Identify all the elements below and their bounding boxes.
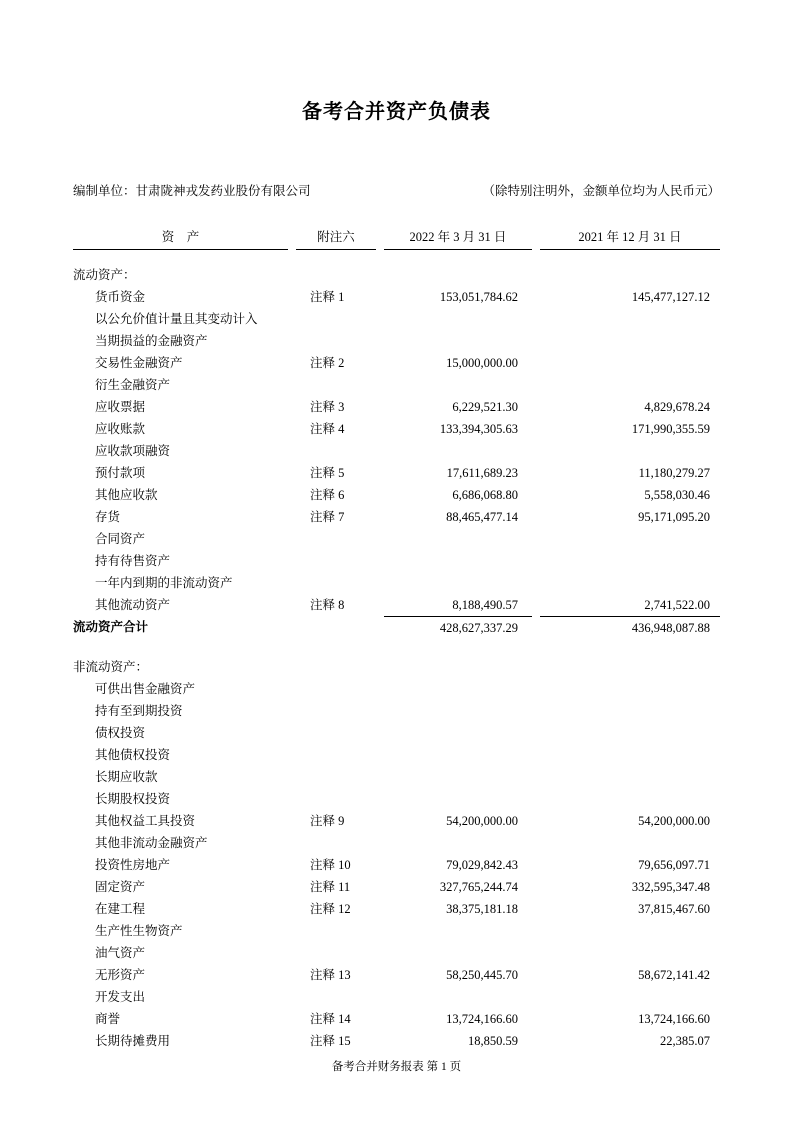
table-row (73, 986, 720, 1008)
header-col-2022: 2022 年 3 月 31 日 (384, 226, 532, 250)
table-row (73, 484, 720, 506)
row-note: 注释 5 (310, 466, 345, 480)
row-value-2021: 332,595,347.48 (631, 880, 710, 894)
row-label: 一年内到期的非流动资产 (95, 576, 233, 590)
balance-sheet-table (73, 226, 720, 1052)
table-row (73, 832, 720, 854)
row-label: 合同资产 (95, 532, 146, 546)
row-label: 投资性房地产 (95, 858, 171, 872)
table-row (73, 396, 720, 418)
row-value-2021 (540, 374, 720, 396)
row-note (296, 766, 376, 788)
row-value-2022 (384, 920, 532, 942)
row-value-2021 (540, 352, 720, 374)
table-row (73, 352, 720, 374)
row-label: 商誉 (95, 1012, 121, 1026)
row-label: 流动资产合计 (73, 620, 149, 634)
row-label: 预付款项 (95, 466, 146, 480)
row-note (296, 308, 376, 330)
row-value-2021 (540, 528, 720, 550)
row-label: 应收款项融资 (95, 444, 171, 458)
row-label: 长期待摊费用 (95, 1034, 171, 1048)
row-value-2021: 95,171,095.20 (638, 510, 710, 524)
table-row (73, 722, 720, 744)
row-value-2022 (384, 528, 532, 550)
header-asset: 资 产 (73, 226, 288, 250)
row-note: 注释 2 (310, 356, 345, 370)
row-value-2021 (540, 656, 720, 678)
table-row (73, 700, 720, 722)
meta-row (73, 182, 720, 200)
row-value-2021 (540, 264, 720, 286)
row-note: 注释 12 (310, 902, 351, 916)
row-value-2022 (384, 308, 532, 330)
row-value-2021 (540, 722, 720, 744)
table-row (73, 964, 720, 986)
row-note (296, 264, 376, 286)
row-label: 在建工程 (95, 902, 146, 916)
row-note (296, 374, 376, 396)
row-note (296, 744, 376, 766)
row-note (296, 722, 376, 744)
header-col-2021: 2021 年 12 月 31 日 (540, 226, 720, 250)
row-value-2022: 38,375,181.18 (446, 902, 518, 916)
row-value-2022: 15,000,000.00 (446, 356, 518, 370)
table-row (73, 374, 720, 396)
row-note: 注释 13 (310, 968, 351, 982)
row-value-2022 (384, 986, 532, 1008)
row-value-2022: 54,200,000.00 (446, 814, 518, 828)
page-title: 备考合并资产负债表 (302, 101, 491, 123)
row-value-2022: 13,724,166.60 (446, 1012, 518, 1026)
row-label: 应收票据 (95, 400, 146, 414)
row-value-2022: 428,627,337.29 (384, 616, 532, 638)
row-label: 非流动资产： (73, 660, 149, 674)
row-label: 流动资产： (73, 268, 136, 282)
row-note (296, 678, 376, 700)
row-value-2022 (384, 374, 532, 396)
row-note (296, 656, 376, 678)
row-value-2021: 54,200,000.00 (638, 814, 710, 828)
table-row (73, 528, 720, 550)
row-note (296, 440, 376, 462)
row-note: 注释 4 (310, 422, 345, 436)
row-value-2022: 6,686,068.80 (452, 488, 518, 502)
row-value-2021 (540, 550, 720, 572)
row-value-2021 (540, 920, 720, 942)
row-value-2021: 5,558,030.46 (644, 488, 710, 502)
row-label: 其他债权投资 (95, 748, 171, 762)
table-row (73, 550, 720, 572)
row-label: 生产性生物资产 (95, 924, 183, 938)
row-label: 交易性金融资产 (95, 356, 183, 370)
page-footer: 备考合并财务报表 第 1 页 (331, 1061, 462, 1073)
table-row (73, 462, 720, 484)
table-row (73, 788, 720, 810)
row-value-2021 (540, 700, 720, 722)
row-note: 注释 9 (310, 814, 345, 828)
row-note: 注释 15 (310, 1034, 351, 1048)
row-note: 注释 6 (310, 488, 345, 502)
row-label: 货币资金 (95, 290, 146, 304)
row-label: 衍生金融资产 (95, 378, 171, 392)
row-note (296, 616, 376, 638)
row-label: 当期损益的金融资产 (95, 334, 208, 348)
row-note: 注释 3 (310, 400, 345, 414)
table-row (73, 854, 720, 876)
row-value-2022 (384, 264, 532, 286)
table-row (73, 616, 720, 638)
row-note: 注释 1 (310, 290, 345, 304)
table-row (73, 744, 720, 766)
row-value-2022 (384, 678, 532, 700)
row-value-2022 (384, 722, 532, 744)
row-label: 持有待售资产 (95, 554, 171, 568)
table-row (73, 1030, 720, 1052)
table-row (73, 440, 720, 462)
row-note: 注释 11 (310, 880, 351, 894)
row-value-2021: 79,656,097.71 (638, 858, 710, 872)
row-value-2021: 22,385.07 (660, 1034, 710, 1048)
row-label: 应收账款 (95, 422, 146, 436)
row-value-2021: 11,180,279.27 (638, 466, 710, 480)
row-label: 存货 (95, 510, 121, 524)
row-value-2021 (540, 766, 720, 788)
row-value-2022: 8,188,490.57 (452, 598, 518, 612)
row-value-2021 (540, 788, 720, 810)
row-value-2022: 17,611,689.23 (446, 466, 518, 480)
row-value-2022 (384, 788, 532, 810)
row-label: 长期应收款 (95, 770, 158, 784)
table-row (73, 308, 720, 330)
row-note: 注释 7 (310, 510, 345, 524)
row-note (296, 550, 376, 572)
row-value-2021: 37,815,467.60 (638, 902, 710, 916)
row-value-2022 (384, 656, 532, 678)
row-value-2021 (540, 942, 720, 964)
table-row (73, 898, 720, 920)
row-label: 债权投资 (95, 726, 146, 740)
row-value-2022: 18,850.59 (468, 1034, 518, 1048)
spacer-row (73, 638, 720, 656)
row-value-2022: 133,394,305.63 (439, 422, 518, 436)
row-label: 其他流动资产 (95, 598, 171, 612)
row-value-2022: 88,465,477.14 (446, 510, 518, 524)
row-value-2022 (384, 700, 532, 722)
table-header (73, 226, 720, 250)
table-row (73, 766, 720, 788)
row-value-2022 (384, 942, 532, 964)
row-label: 可供出售金融资产 (95, 682, 196, 696)
row-label: 以公允价值计量且其变动计入 (95, 312, 258, 326)
row-value-2021 (540, 572, 720, 594)
table-row (73, 942, 720, 964)
row-label: 固定资产 (95, 880, 146, 894)
prepared-by-label: 编制单位：甘肃陇神戎发药业股份有限公司 (73, 184, 311, 198)
row-label: 其他权益工具投资 (95, 814, 196, 828)
row-note (296, 330, 376, 352)
row-label: 其他非流动金融资产 (95, 836, 208, 850)
row-value-2022: 58,250,445.70 (446, 968, 518, 982)
table-row (73, 330, 720, 352)
row-label: 开发支出 (95, 990, 146, 1004)
currency-note-label: （除特别注明外，金额单位均为人民币元） (482, 184, 720, 198)
row-note (296, 528, 376, 550)
row-note (296, 700, 376, 722)
table-body (73, 264, 720, 1052)
table-row (73, 876, 720, 898)
table-row (73, 286, 720, 308)
table-row (73, 920, 720, 942)
row-value-2021 (540, 832, 720, 854)
row-value-2021: 58,672,141.42 (638, 968, 710, 982)
row-value-2021: 2,741,522.00 (644, 598, 710, 612)
row-note (296, 572, 376, 594)
table-row (73, 418, 720, 440)
row-note (296, 942, 376, 964)
table-row (73, 572, 720, 594)
row-note: 注释 10 (310, 858, 351, 872)
row-value-2022: 327,765,244.74 (439, 880, 518, 894)
row-value-2022 (384, 832, 532, 854)
row-value-2022 (384, 330, 532, 352)
row-note (296, 788, 376, 810)
table-row (73, 506, 720, 528)
row-value-2022 (384, 572, 532, 594)
row-value-2022: 6,229,521.30 (452, 400, 518, 414)
row-label: 持有至到期投资 (95, 704, 183, 718)
row-label: 其他应收款 (95, 488, 158, 502)
row-value-2021: 171,990,355.59 (631, 422, 710, 436)
row-value-2021 (540, 440, 720, 462)
table-row (73, 264, 720, 286)
row-value-2021 (540, 744, 720, 766)
row-value-2021 (540, 330, 720, 352)
row-value-2022 (384, 550, 532, 572)
row-value-2021 (540, 678, 720, 700)
row-value-2021 (540, 308, 720, 330)
row-value-2022 (384, 440, 532, 462)
row-value-2021 (540, 986, 720, 1008)
row-note (296, 920, 376, 942)
table-row (73, 1008, 720, 1030)
table-row (73, 810, 720, 832)
row-value-2022: 79,029,842.43 (446, 858, 518, 872)
row-value-2021: 145,477,127.12 (631, 290, 710, 304)
row-label: 无形资产 (95, 968, 146, 982)
row-note: 注释 14 (310, 1012, 351, 1026)
table-row (73, 656, 720, 678)
header-note: 附注六 (296, 226, 376, 250)
row-value-2022 (384, 744, 532, 766)
row-value-2021: 13,724,166.60 (638, 1012, 710, 1026)
row-value-2021: 436,948,087.88 (540, 616, 720, 638)
table-row (73, 594, 720, 616)
row-value-2021: 4,829,678.24 (644, 400, 710, 414)
row-value-2022: 153,051,784.62 (439, 290, 518, 304)
row-note (296, 832, 376, 854)
row-label: 长期股权投资 (95, 792, 171, 806)
row-note: 注释 8 (310, 598, 345, 612)
row-note (296, 986, 376, 1008)
row-value-2022 (384, 766, 532, 788)
table-row (73, 678, 720, 700)
row-label: 油气资产 (95, 946, 146, 960)
